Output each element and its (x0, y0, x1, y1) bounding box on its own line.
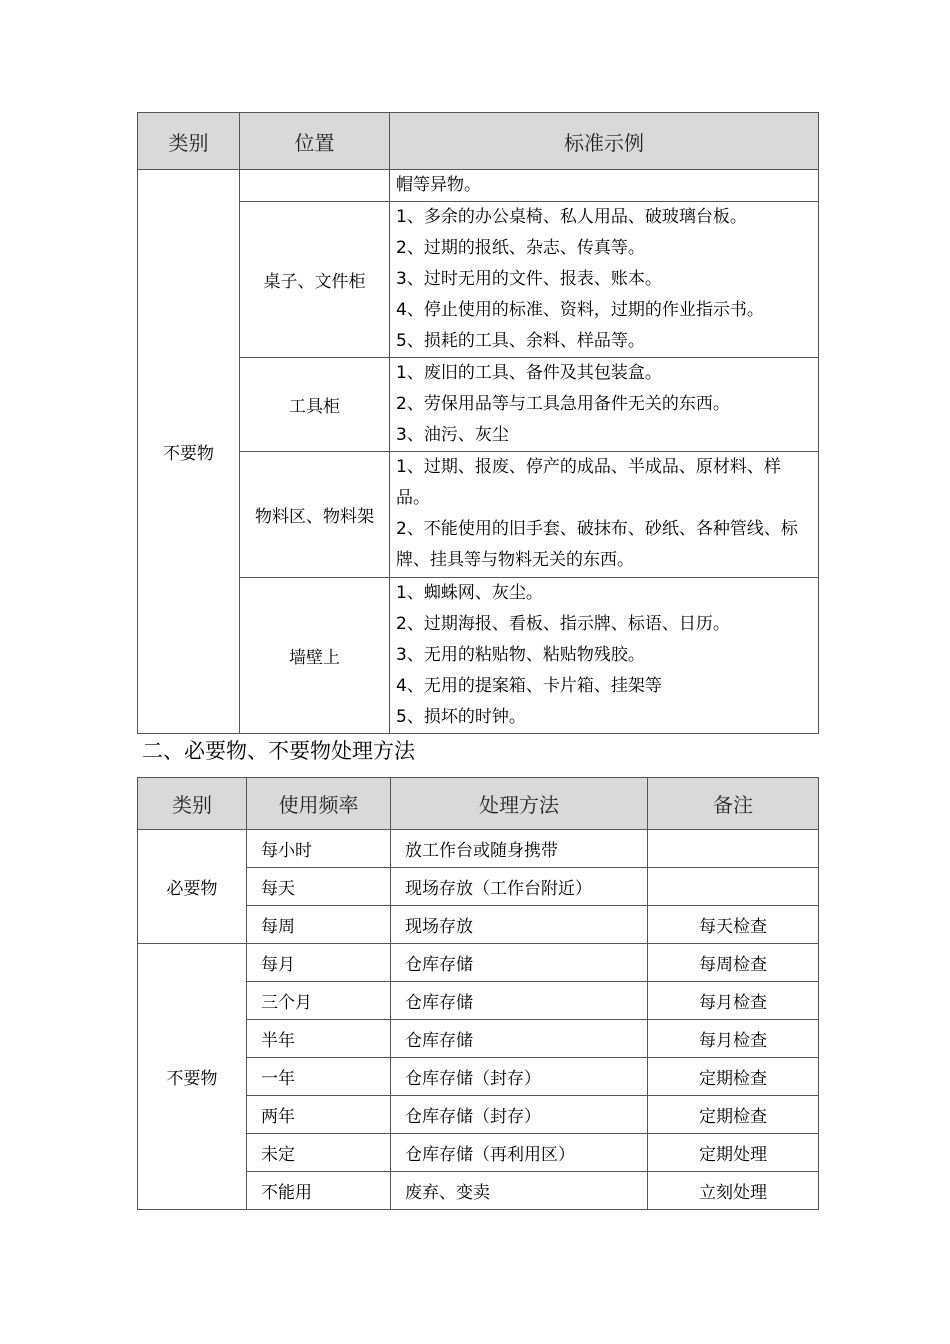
example-line: 5、损坏的时钟。 (396, 707, 526, 727)
header-note: 备注 (648, 778, 819, 830)
standards-table (137, 112, 819, 734)
frequency-cell: 一年 (247, 1058, 391, 1096)
note-cell (648, 868, 819, 906)
frequency-cell: 每天 (247, 868, 391, 906)
header-examples: 标准示例 (390, 113, 819, 170)
table-row (138, 202, 819, 358)
example-line: 2、过期海报、看板、指示牌、标语、日历。 (396, 614, 730, 634)
table-row (138, 944, 819, 982)
method-cell: 仓库存储 (391, 944, 648, 982)
category-cell: 必要物 (138, 830, 247, 944)
example-line: 3、过时无用的文件、报表、账本。 (396, 269, 662, 289)
note-cell: 定期检查 (648, 1058, 819, 1096)
example-line: 帽等异物。 (396, 175, 481, 195)
header-location: 位置 (240, 113, 390, 170)
frequency-cell: 不能用 (247, 1172, 391, 1210)
note-cell: 立刻处理 (648, 1172, 819, 1210)
example-line: 1、废旧的工具、备件及其包装盒。 (396, 363, 662, 383)
table-row (138, 452, 819, 578)
frequency-cell: 未定 (247, 1134, 391, 1172)
example-line: 3、无用的粘贴物、粘贴物残胶。 (396, 645, 645, 665)
table-row (138, 578, 819, 734)
method-cell: 放工作台或随身携带 (391, 830, 648, 868)
header-category: 类别 (138, 778, 247, 830)
example-line: 4、停止使用的标准、资料，过期的作业指示书。 (396, 300, 764, 320)
note-cell: 每月检查 (648, 982, 819, 1020)
table-row (138, 358, 819, 452)
method-cell: 仓库存储（再利用区） (391, 1134, 648, 1172)
example-line: 1、蜘蛛网、灰尘。 (396, 583, 543, 603)
header-frequency: 使用频率 (247, 778, 391, 830)
method-cell: 仓库存储 (391, 982, 648, 1020)
method-cell: 现场存放（工作台附近） (391, 868, 648, 906)
location-cell: 桌子、文件柜 (240, 202, 390, 358)
category-cell: 不要物 (138, 944, 247, 1210)
frequency-cell: 每周 (247, 906, 391, 944)
method-cell: 废弃、变卖 (391, 1172, 648, 1210)
example-line: 5、损耗的工具、余料、样品等。 (396, 331, 645, 351)
location-cell: 墙壁上 (240, 578, 390, 734)
example-line: 2、过期的报纸、杂志、传真等。 (396, 238, 645, 258)
example-line: 2、劳保用品等与工具急用备件无关的东西。 (396, 394, 730, 414)
frequency-cell: 两年 (247, 1096, 391, 1134)
example-line: 3、油污、灰尘 (396, 425, 509, 445)
location-cell (240, 170, 390, 202)
header-category: 类别 (138, 113, 240, 170)
frequency-cell: 每小时 (247, 830, 391, 868)
header-row (138, 778, 819, 830)
note-cell: 每月检查 (648, 1020, 819, 1058)
table-row (138, 170, 819, 202)
header-method: 处理方法 (391, 778, 648, 830)
location-cell: 工具柜 (240, 358, 390, 452)
example-line: 1、多余的办公桌椅、私人用品、破玻璃台板。 (396, 207, 747, 227)
frequency-cell: 每月 (247, 944, 391, 982)
example-line: 2、不能使用的旧手套、破抹布、砂纸、各种管线、标牌、挂具等与物料无关的东西。 (396, 519, 798, 570)
section-heading: 二、必要物、不要物处理方法 (142, 739, 415, 763)
location-cell: 物料区、物料架 (240, 452, 390, 578)
frequency-cell: 三个月 (247, 982, 391, 1020)
header-row (138, 113, 819, 170)
category-cell: 不要物 (138, 170, 240, 734)
method-cell: 现场存放 (391, 906, 648, 944)
method-cell: 仓库存储（封存） (391, 1058, 648, 1096)
example-line: 1、过期、报废、停产的成品、半成品、原材料、样品。 (396, 457, 781, 508)
note-cell: 每天检查 (648, 906, 819, 944)
example-line: 4、无用的提案箱、卡片箱、挂架等 (396, 676, 662, 696)
method-cell: 仓库存储 (391, 1020, 648, 1058)
note-cell: 每周检查 (648, 944, 819, 982)
method-cell: 仓库存储（封存） (391, 1096, 648, 1134)
note-cell: 定期处理 (648, 1134, 819, 1172)
handling-table (137, 777, 819, 1210)
note-cell (648, 830, 819, 868)
note-cell: 定期检查 (648, 1096, 819, 1134)
table-row (138, 830, 819, 868)
frequency-cell: 半年 (247, 1020, 391, 1058)
